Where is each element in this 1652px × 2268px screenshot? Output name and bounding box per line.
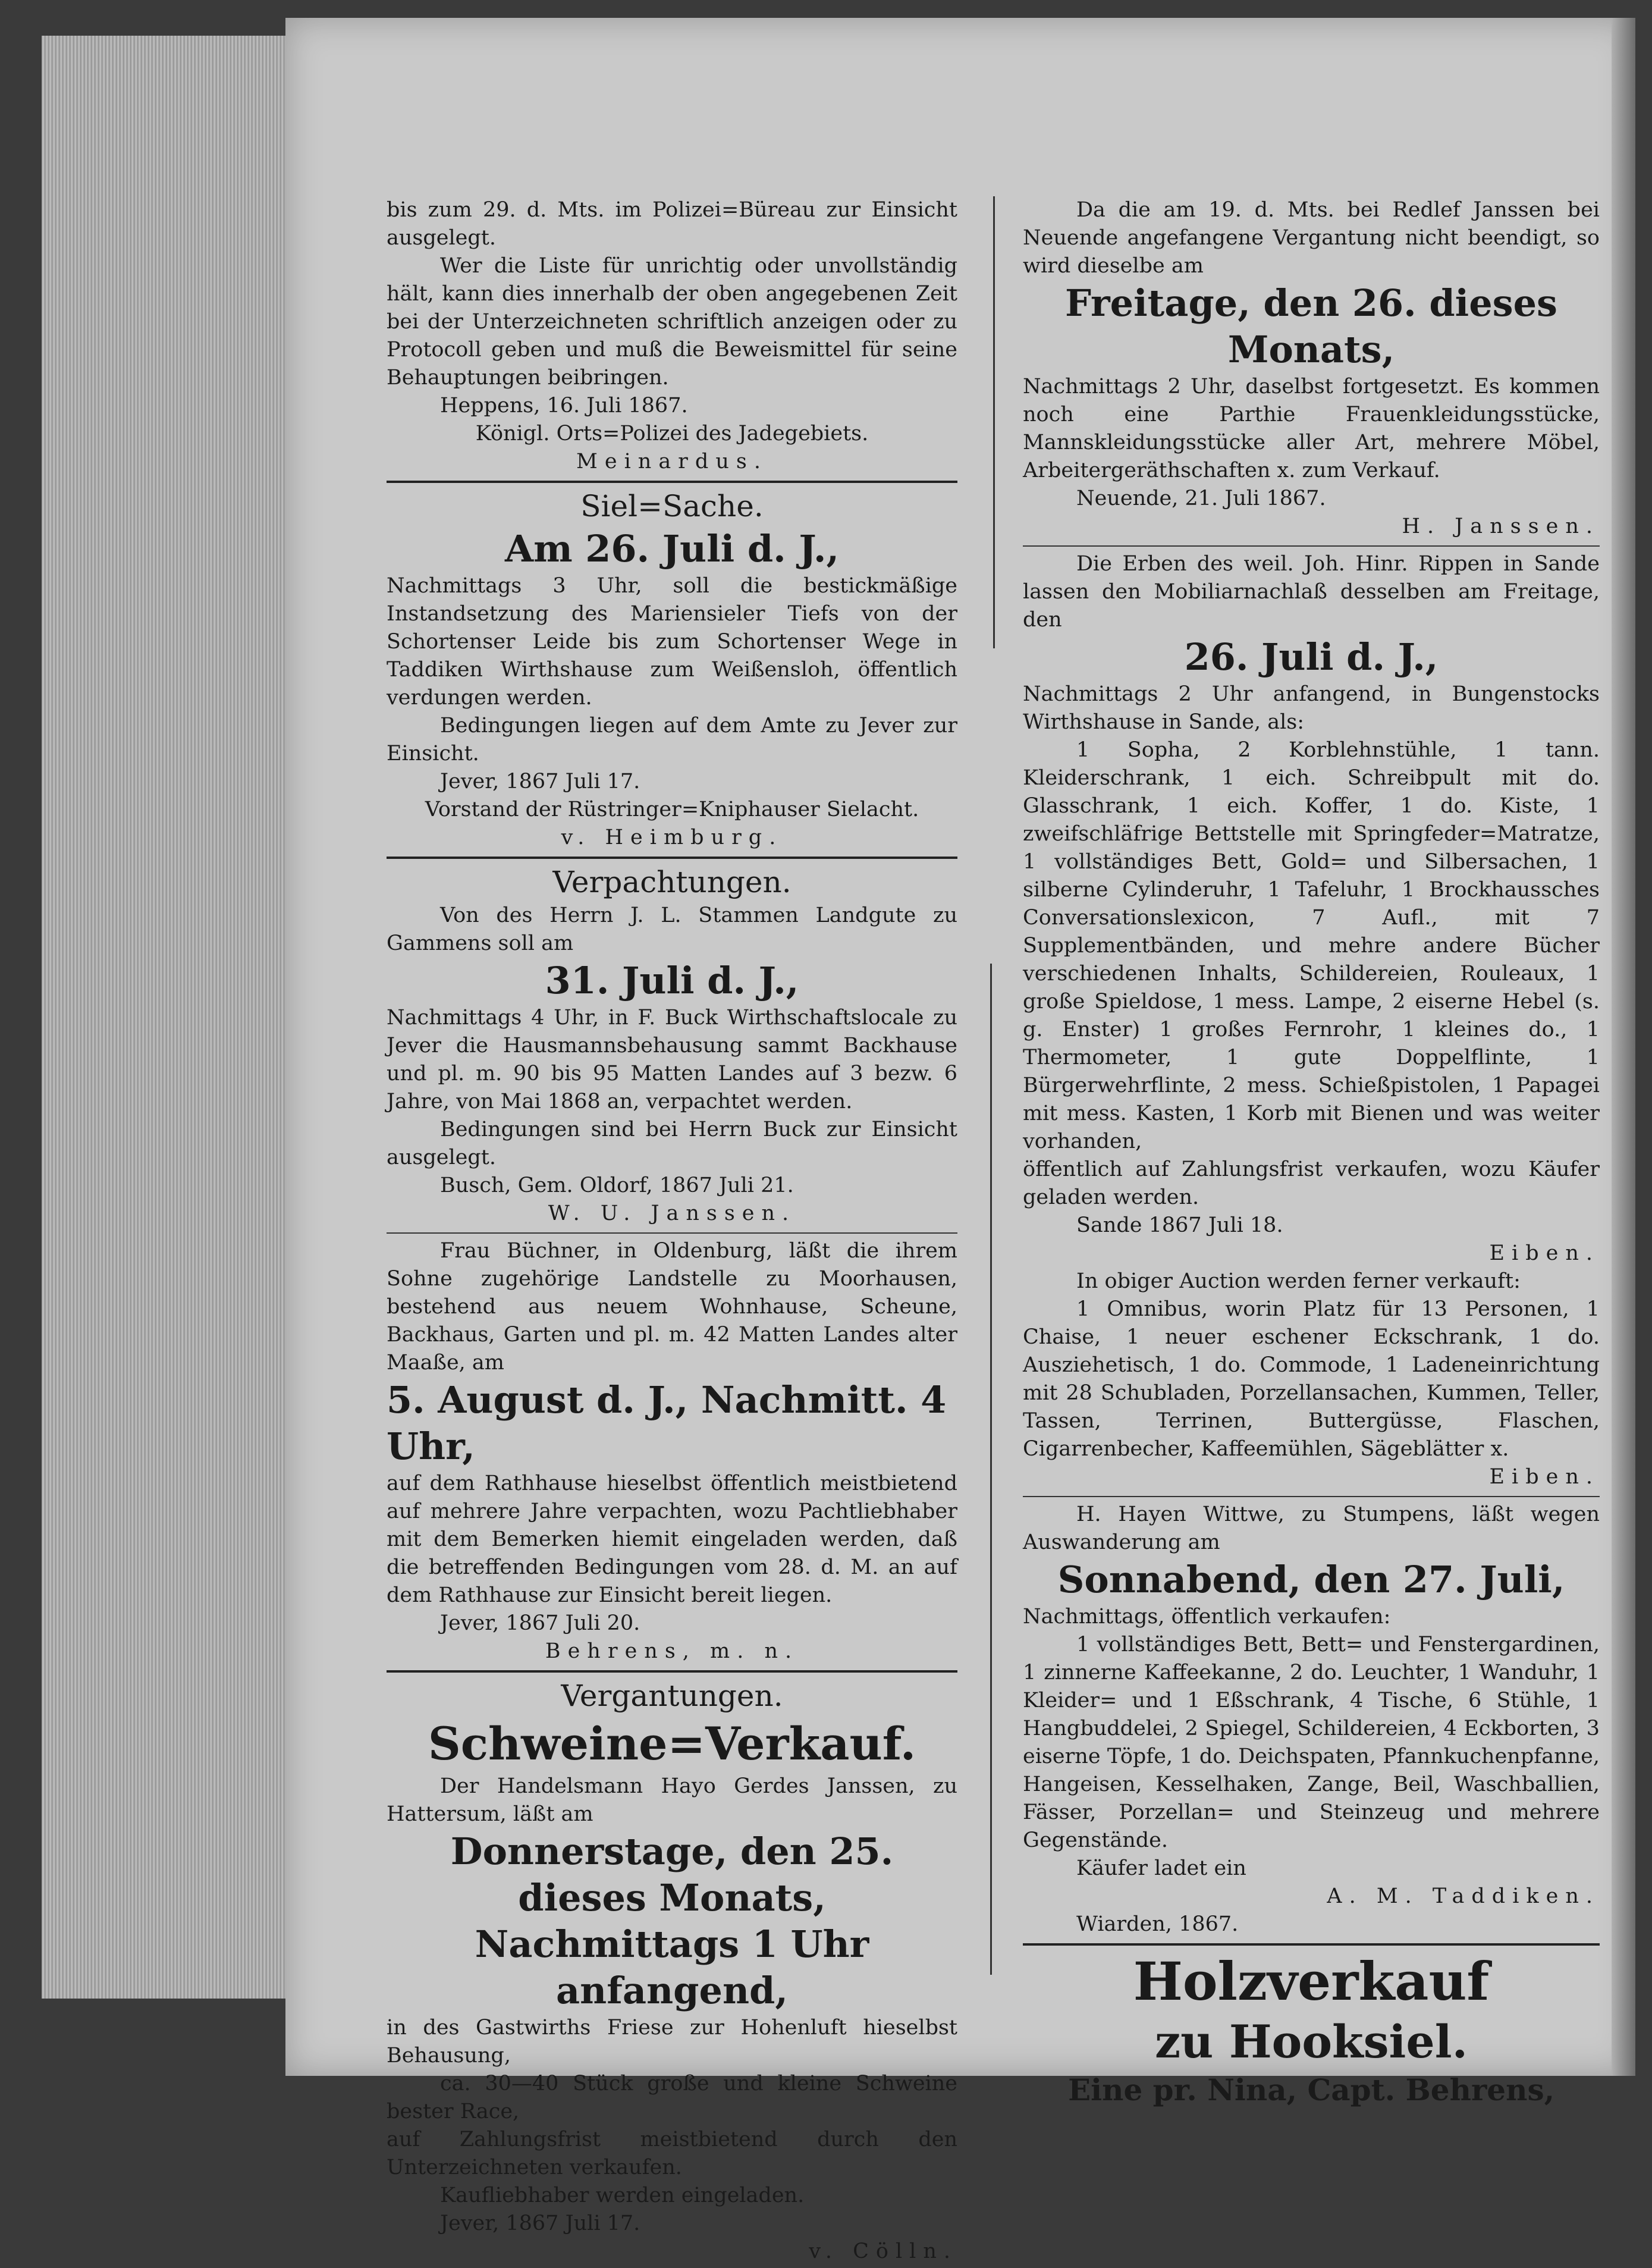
ad-items: 1 Sopha, 2 Korblehnstühle, 1 tann. Kleiderschrank, 1 eich. Schreibpult mit do. Glasschrank, 1 eich. Koffer, 1 do. Kiste, 1 zweifschläfrige Bettstelle mit Springfeder=Matratze, 1 vollständiges Bett, Gold= und Silbersachen, 1 silberne Cylinderuhr, 1 Tafeluhr, 1 Brockhaussches Conversationslexicon, 7 Aufl., mit 7 Supplementbänden, und mehre andere Bücher verschiedenen Inhalts, Schildereien, Rouleaux, 1 große Spieldose, 1 mess. Lampe, 2 eiserne Hebel (s. g. Enster) 1 großes Fernrohr, 1 kleines do., 1 Thermometer, 1 gute Doppelflinte, 1 Bürgerwehrflinte, 2 mess. Schießpistolen, 1 Papagei mit mess. Kasten, 1 Korb mit Bienen und was weiter vorhanden, xyxy=(1023,738,1600,1153)
ad-intro: Frau Büchner, in Oldenburg, läßt die ihrem Sohne zugehörige Landstelle zu Moorhausen, bestehend aus neuem Wohnhause, Scheune, Backhaus, Garten und pl. m. 42 Matten Landes alter Maaße, am xyxy=(387,1239,957,1375)
ad-body: auf dem Rathhause hieselbst öffentlich meistbietend auf mehrere Jahre verpachten, wozu Pachtliebhaber mit dem Bemerken hiemit eingeladen werden, daß die betreffenden Bedingungen vom 28. d. M. an auf dem Rathhause zur Einsicht bereit liegen. xyxy=(387,1472,957,1607)
column-divider xyxy=(993,196,995,648)
divider xyxy=(1023,1496,1600,1497)
newspaper-page xyxy=(285,18,1635,2263)
ad-place-date: Jever, 1867 Juli 17. xyxy=(440,770,640,793)
divider xyxy=(387,1670,957,1673)
left-column xyxy=(387,196,957,2268)
ad-date-heading: 26. Juli d. J., xyxy=(1184,635,1439,679)
ad-polizei xyxy=(387,196,957,476)
page-fold-shadow xyxy=(1612,18,1635,2076)
section-heading: Verpachtungen. xyxy=(552,865,792,899)
ad-extra-intro: In obiger Auction werden ferner verkauft: xyxy=(1076,1269,1521,1293)
ad-place-date: Neuende, 21. Juli 1867. xyxy=(1076,487,1326,510)
ad-body: Nachmittags 3 Uhr, soll die bestickmäßige Instandsetzung des Mariensieler Tiefs von der Schortenser Leide bis zum Schortenser Wege in Taddiken Wirthshause zum Weißensloh, öffentlich verdungen werden. xyxy=(387,574,957,710)
divider xyxy=(1023,1943,1600,1946)
ad-body: in des Gastwirths Friese zur Hohenluft hieselbst Behausung, xyxy=(387,2016,957,2068)
ad-body: Nachmittags 2 Uhr anfangend, in Bungenstocks Wirthshause in Sande, als: xyxy=(1023,682,1600,734)
ad-signature: v. Heimburg. xyxy=(561,826,783,849)
ad-place-date: Wiarden, 1867. xyxy=(1076,1912,1239,1936)
section-heading: Vergantungen. xyxy=(561,1679,783,1713)
ad-hayen xyxy=(1023,1501,1600,1938)
ad-extra-items: 1 Omnibus, worin Platz für 13 Personen, 1 Chaise, 1 neuer eschener Eckschrank, 1 do. Ausziehetisch, 1 do. Commode, 1 Ladeneinrichtung mit 28 Schubladen, Porzellansachen, Kummen, Teller, Tassen, Terrinen, Buttergüsse, Flaschen, Cigarrenbecher, Kaffeemühlen, Sägeblätter x. xyxy=(1023,1297,1600,1461)
divider xyxy=(1023,545,1600,547)
ad-conditions: Bedingungen sind bei Herrn Buck zur Einsicht ausgelegt. xyxy=(387,1118,957,1169)
ad-body: ca. 30—40 Stück große und kleine Schweine bester Race, xyxy=(387,2072,957,2123)
right-column xyxy=(1023,196,1600,2112)
ad-title: Schweine=Verkauf. xyxy=(428,1717,916,1770)
ad-subtitle: zu Hooksiel. xyxy=(1154,2015,1468,2068)
ad-signature: W. U. Janssen. xyxy=(548,1202,796,1225)
ad-body: auf Zahlungsfrist meistbietend durch den Unterzeichneten verkaufen. xyxy=(387,2128,957,2179)
ad-intro: Von des Herrn J. L. Stammen Landgute zu Gammens soll am xyxy=(387,904,957,955)
ad-body: Nachmittags 4 Uhr, in F. Buck Wirthschaftslocale zu Jever die Hausmannsbehausung sammt Backhause und pl. m. 90 bis 95 Matten Landes auf 3 bezw. 6 Jahre, von Mai 1868 an, verpachtet werden. xyxy=(387,1006,957,1113)
ad-time-heading: Nachmittags 1 Uhr anfangend, xyxy=(475,1922,869,2012)
ad-signature: Eiben. xyxy=(1489,1241,1600,1265)
ad-body: Eine pr. Nina, Capt. Behrens, xyxy=(1067,2072,1555,2107)
divider xyxy=(387,481,957,483)
ad-intro: Der Handelsmann Hayo Gerdes Janssen, zu Hattersum, läßt am xyxy=(387,1774,957,1826)
ad-janssen xyxy=(1023,196,1600,541)
ad-close: öffentlich auf Zahlungsfrist verkaufen, wozu Käufer geladen werden. xyxy=(1023,1157,1600,1209)
ad-conditions: Bedingungen liegen auf dem Amte zu Jever zur Einsicht. xyxy=(387,714,957,766)
ad-invite: Kaufliebhaber werden eingeladen. xyxy=(440,2184,805,2207)
ad-place-date: Jever, 1867 Juli 20. xyxy=(440,1611,640,1635)
ad-place-date: Heppens, 16. Juli 1867. xyxy=(440,394,688,418)
ad-vergantungen xyxy=(387,1676,957,2266)
ad-signature: Behrens, m. n. xyxy=(545,1639,799,1663)
ad-place-date: Jever, 1867 Juli 17. xyxy=(440,2211,640,2235)
ad-signature: Eiben. xyxy=(1489,1465,1600,1489)
ad-signature: v. Cölln. xyxy=(809,2239,957,2263)
ad-text: Wer die Liste für unrichtig oder unvollständig hält, kann dies innerhalb der oben angegebenen Zeit bei der Unterzeichneten schriftlich anzeigen oder zu Protocoll geben und muß die Beweismittel für seine Behauptungen beibringen. xyxy=(387,254,957,390)
column-divider xyxy=(990,964,992,1975)
ad-holzverkauf xyxy=(1023,1949,1600,2110)
ad-intro: H. Hayen Wittwe, zu Stumpens, läßt wegen Auswanderung am xyxy=(1023,1502,1600,1554)
ad-date-heading: 31. Juli d. J., xyxy=(545,959,799,1002)
ad-buechner xyxy=(387,1237,957,1665)
ad-text: bis zum 29. d. Mts. im Polizei=Büreau zur Einsicht ausgelegt. xyxy=(387,198,957,250)
ad-intro: Da die am 19. d. Mts. bei Redlef Janssen bei Neuende angefangene Vergantung nicht beendigt, so wird dieselbe am xyxy=(1023,198,1600,278)
ad-authority: Königl. Orts=Polizei des Jadegebiets. xyxy=(475,422,869,446)
ad-siel xyxy=(387,487,957,852)
ad-signature: A. M. Taddiken. xyxy=(1327,1884,1600,1908)
ad-intro: Die Erben des weil. Joh. Hinr. Rippen in Sande lassen den Mobiliarnachlaß desselben am Freitage, den xyxy=(1023,552,1600,632)
ad-items: 1 vollständiges Bett, Bett= und Fenstergardinen, 1 zinnerne Kaffeekanne, 2 do. Leuchter, 1 Wanduhr, 1 Kleider= und 1 Eßschrank, 4 Tische, 6 Stühle, 1 Hangbuddelei, 2 Spiegel, Schildereien, 4 Eckborten, 3 eiserne Töpfe, 1 do. Deichspaten, Pfannkuchenpfanne, Hangeisen, Kesselhaken, Zange, Beil, Waschballien, Fässer, Porzellan= und Steinzeug und mehrere Gegenstände. xyxy=(1023,1633,1600,1852)
ad-date-heading: 5. August d. J., Nachmitt. 4 Uhr, xyxy=(387,1378,947,1468)
ad-place-date: Busch, Gem. Oldorf, 1867 Juli 21. xyxy=(440,1174,794,1197)
ad-close: Käufer ladet ein xyxy=(1076,1856,1246,1880)
ad-date-heading: Donnerstage, den 25. dieses Monats, xyxy=(450,1830,894,1919)
ad-date-heading: Am 26. Juli d. J., xyxy=(504,527,840,570)
ad-rippen xyxy=(1023,550,1600,1491)
ad-body: Nachmittags, öffentlich verkaufen: xyxy=(1023,1605,1391,1629)
divider xyxy=(387,1232,957,1234)
ad-verpachtungen xyxy=(387,862,957,1228)
section-heading: Siel=Sache. xyxy=(580,489,764,523)
ad-title: Holzverkauf xyxy=(1133,1950,1490,2012)
ad-authority: Vorstand der Rüstringer=Kniphauser Sielacht. xyxy=(425,798,919,821)
page-edges xyxy=(42,36,291,1999)
ad-signature: H. Janssen. xyxy=(1402,515,1600,538)
ad-body: Nachmittags 2 Uhr, daselbst fortgesetzt. Es kommen noch eine Parthie Frauenkleidungsstücke, Mannskleidungsstücke aller Art, mehrere Möbel, Arbeitergeräthschaften x. zum Verkauf. xyxy=(1023,375,1600,482)
ad-place-date: Sande 1867 Juli 18. xyxy=(1076,1213,1283,1237)
divider xyxy=(387,857,957,859)
ad-date-heading: Sonnabend, den 27. Juli, xyxy=(1057,1558,1565,1601)
ad-signature: Meinardus. xyxy=(576,450,768,473)
ad-date-heading: Freitage, den 26. dieses Monats, xyxy=(1065,281,1557,371)
